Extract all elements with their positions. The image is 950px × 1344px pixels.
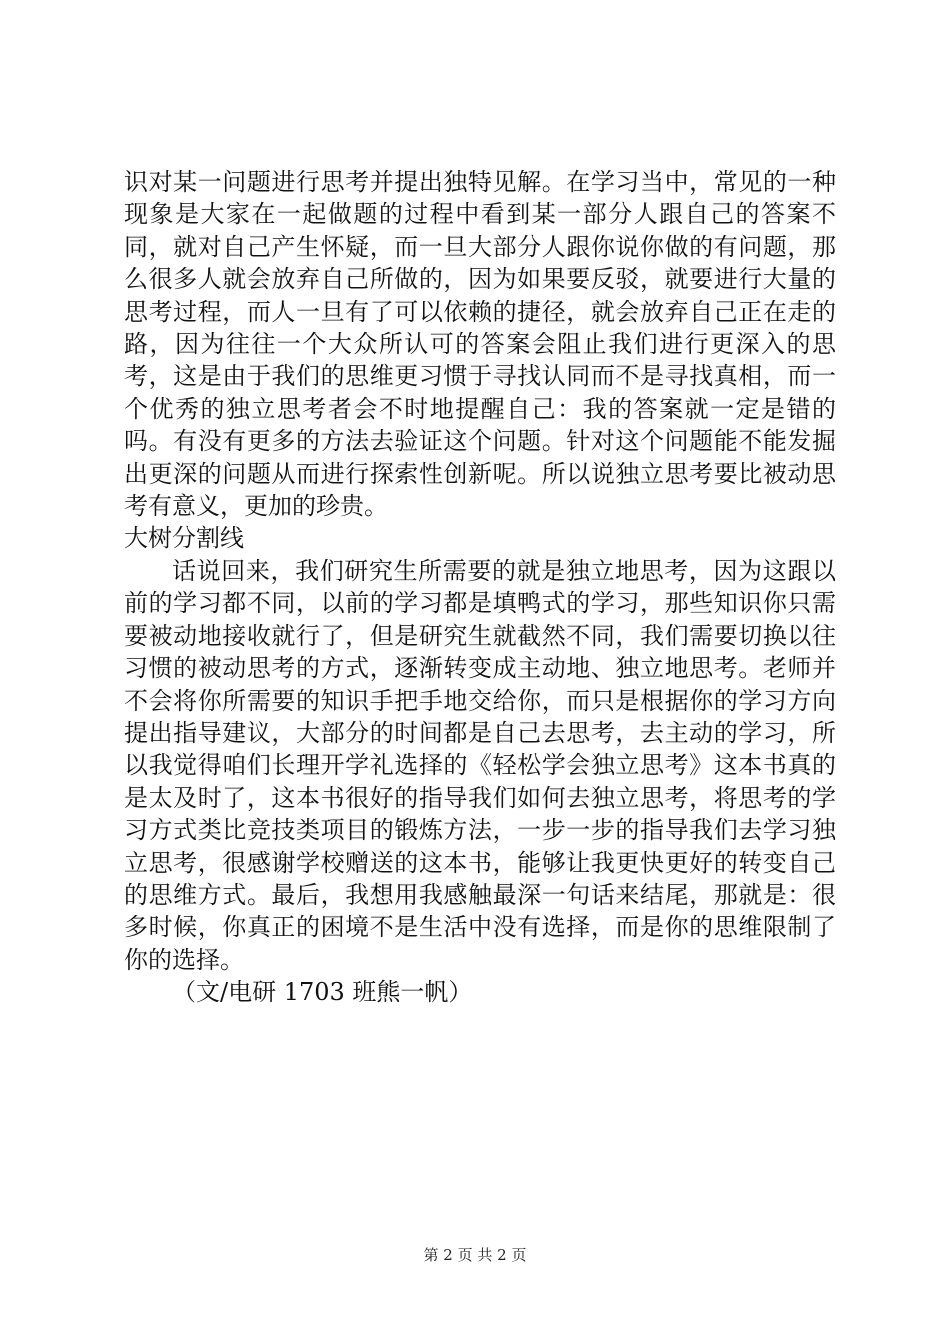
- author-signature: （文/电研 1703 班熊一帆）: [172, 978, 473, 1007]
- paragraph-continuation: 识对某一问题进行思考并提出独特见解。在学习当中，常见的一种现象是大家在一起做题的过程中看到某一部分人跟自己的答案不同，就对自己产生怀疑，而一旦大部分人跟你说你做的有问题，那么很多人就会放弃自己所做的，因为如果要反驳，就要进行大量的思考过程，而人一旦有了可以依赖的捷径，就会放弃自己正在走的路，因为往往一个大众所认可的答案会阻止我们进行更深入的思考，这是由于我们的思维更习惯于寻找认同而不是寻找真相，而一个优秀的独立思考者会不时地提醒自己：我的答案就一定是错的吗。有没有更多的方法去验证这个问题。针对这个问题能不能发掘出更深的问题从而进行探索性创新呢。所以说独立思考要比被动思考有意义，更加的珍贵。: [124, 168, 836, 521]
- section-divider-text: 大树分割线: [124, 524, 244, 553]
- paragraph-main: 话说回来，我们研究生所需要的就是独立地思考，因为这跟以前的学习都不同，以前的学习都是填鸭式的学习，那些知识你只需要被动地接收就行了，但是研究生就截然不同，我们需要切换以往习惯的被动思考的方式，逐渐转变成主动地、独立地思考。老师并不会将你所需要的知识手把手地交给你，而只是根据你的学习方向提出指导建议，大部分的时间都是自己去思考，去主动的学习，所以我觉得咱们长理开学礼选择的《轻松学会独立思考》这本书真的是太及时了，这本书很好的指导我们如何去独立思考，将思考的学习方式类比竞技类项目的锻炼方法，一步一步的指导我们去学习独立思考，很感谢学校赠送的这本书，能够让我更快更好的转变自己的思维方式。最后，我想用我感触最深一句话来结尾，那就是：很多时候，你真正的困境不是生活中没有选择，而是你的思维限制了你的选择。: [124, 556, 836, 974]
- document-body: [124, 166, 836, 1009]
- page-number-footer: 第 2 页 共 2 页: [423, 1246, 527, 1264]
